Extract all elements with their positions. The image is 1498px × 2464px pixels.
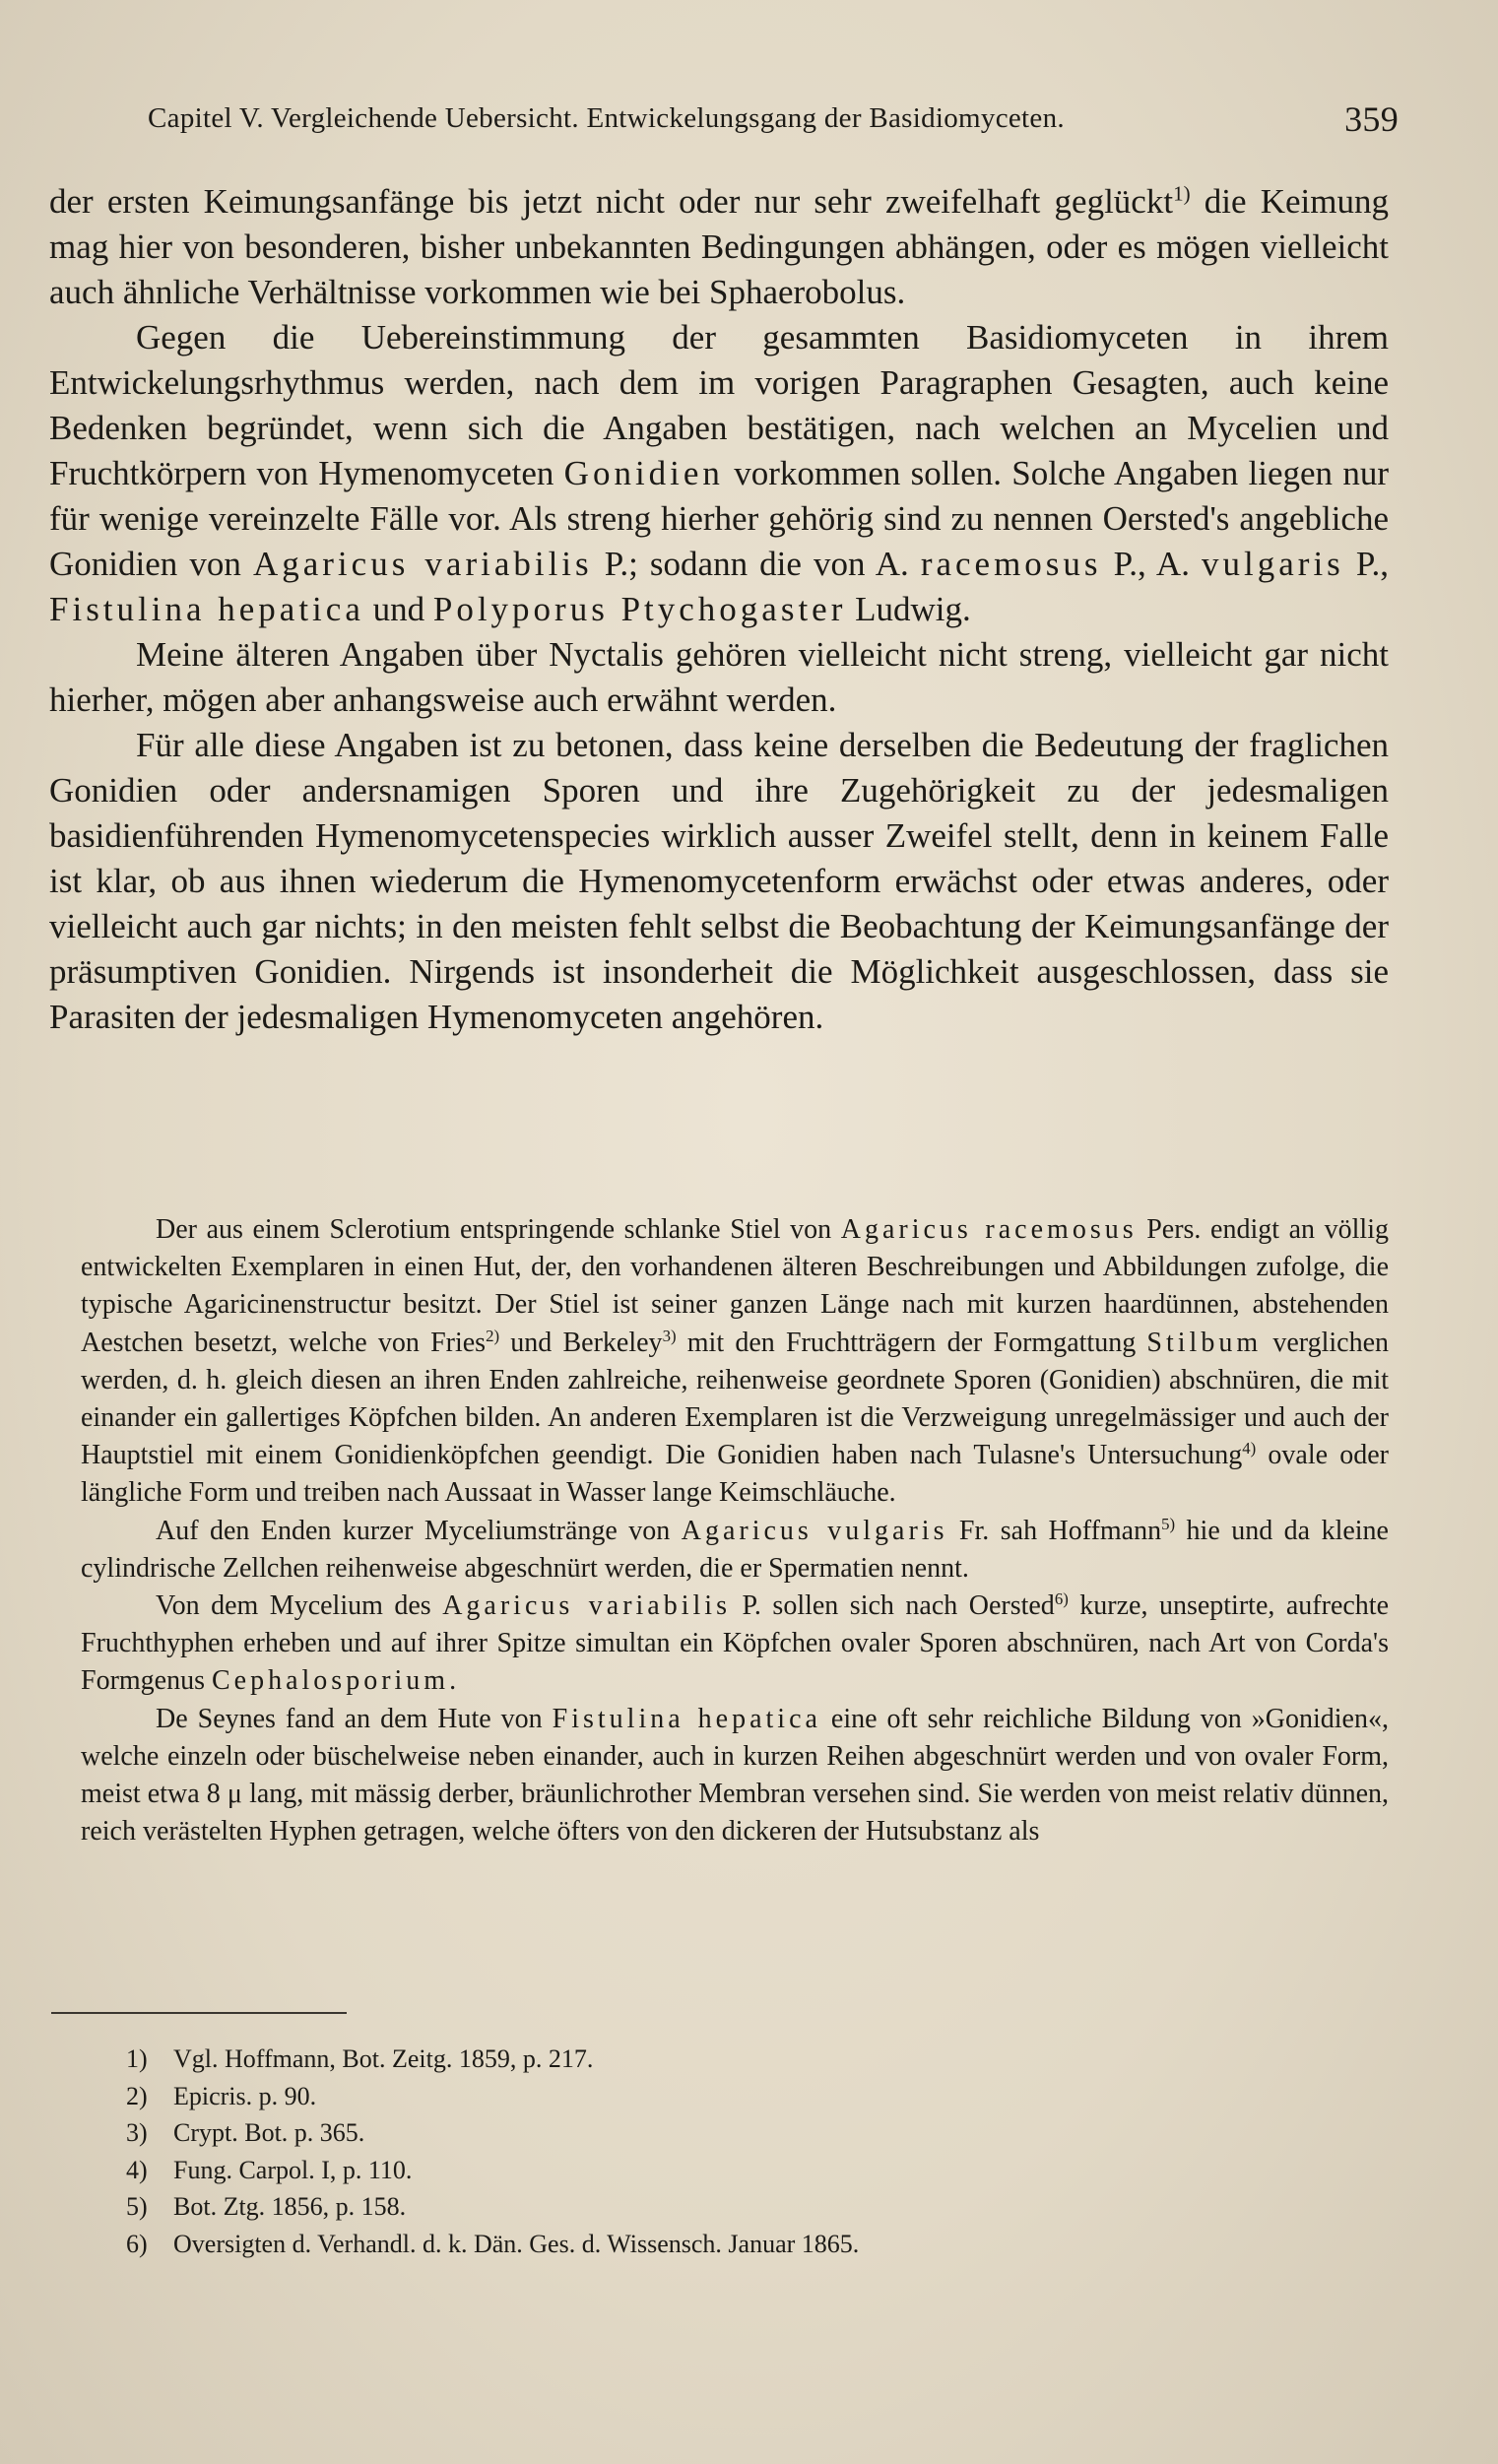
paragraph-1 bbox=[49, 179, 1389, 315]
running-title: Capitel V. Vergleichende Uebersicht. Entwickelungsgang der Basidiomyceten. bbox=[148, 102, 1065, 134]
text-run: . bbox=[449, 1665, 457, 1697]
footnote-number: 4) bbox=[126, 2155, 148, 2184]
text-run: Fr. sah Hoffmann bbox=[947, 1515, 1162, 1546]
paragraph-4: Für alle diese Angaben ist zu betonen, dass keine derselben die Bedeutung der fraglichen Gonidien oder andersnamigen Sporen und ihre Zugehörigkeit zu der jedesmaligen basidienführenden Hymenomycetenspecies wirklich ausser Zweifel stellt, denn in keinem Falle ist klar, ob aus ihnen wiederum die Hymenomycetenform erwächst oder etwas anderes, oder vielleicht auch gar nichts; in den meisten fehlt selbst die Beobachtung der Keimungsanfänge der präsumptiven Gonidien. Nirgends ist insonderheit die Möglichkeit ausgeschlossen, dass sie Parasiten der jedesmaligen Hymenomyceten angehören. bbox=[49, 726, 1389, 1036]
footnote-ref: 3) bbox=[662, 1326, 677, 1345]
footnote-ref: 6) bbox=[1054, 1589, 1069, 1608]
footnote-item bbox=[126, 2041, 1209, 2078]
paragraph-3: Meine älteren Angaben über Nyctalis gehören vielleicht nicht streng, vielleicht gar nicht hierher, mögen aber anhangsweise auch erwähnt werden. bbox=[49, 635, 1389, 719]
footnote-text: Crypt. Bot. p. 365. bbox=[173, 2118, 365, 2147]
species-name: Fistulina hepatica bbox=[552, 1703, 821, 1734]
footnote-number: 6) bbox=[126, 2229, 148, 2258]
footnote-item bbox=[126, 2078, 1209, 2115]
genus-name: Stilbum bbox=[1146, 1327, 1263, 1358]
text-run: P., A. bbox=[1101, 545, 1203, 583]
text-run: P., bbox=[1343, 545, 1389, 583]
text-run: die Keimung mag hier von besonderen, bisher unbekannten Bedingungen abhängen, oder es mögen vielleicht auch ähnliche Verhältnisse vorkommen wie bei Sphaerobolus. bbox=[49, 182, 1389, 311]
species-name: Agaricus racemosus bbox=[840, 1214, 1138, 1245]
main-text bbox=[49, 179, 1389, 1040]
footnote-ref: 2) bbox=[486, 1326, 500, 1345]
genus-name: Cephalosporium bbox=[212, 1665, 450, 1697]
footnote-text: Fung. Carpol. I, p. 110. bbox=[173, 2155, 413, 2184]
text-run: mit den Fruchtträgern der Formgattung bbox=[676, 1327, 1147, 1358]
text-run: Von dem Mycelium des bbox=[156, 1590, 443, 1622]
footnote-number: 5) bbox=[126, 2192, 148, 2221]
footnote-item bbox=[126, 2188, 1209, 2226]
species-name: Agaricus variabilis bbox=[252, 545, 593, 583]
small-print-section bbox=[81, 1211, 1389, 1850]
footnote-item bbox=[126, 2114, 1209, 2152]
text-run: der ersten Keimungsanfänge bis jetzt nicht oder nur sehr zweifelhaft geglückt bbox=[49, 182, 1174, 221]
text-run: P.; sodann die von A. bbox=[592, 545, 921, 583]
footnote-item bbox=[126, 2152, 1209, 2189]
text-run: Pers. endigt an völlig entwickelten Exemplaren in einen Hut, der, den vorhandenen älteren Beschreibungen und Abbildungen zufolge, die typische Agaricinenstructur besitzt. Der Stiel ist seiner ganzen Länge nach mit kurzen haardünnen, abstehenden Aestchen besetzt, welche von Fries bbox=[81, 1214, 1389, 1358]
text-run: ovale oder längliche Form und treiben nach Aussaat in Wasser lange Keimschläuche. bbox=[81, 1440, 1390, 1509]
footnote-number: 3) bbox=[126, 2118, 148, 2147]
text-run: eine oft sehr reichliche Bildung von »Gonidien«, welche einzeln oder büschelweise neben einander, auch in kurzen Reihen abgeschnürt werden und von ovaler Form, meist etwa 8 μ lang, mit mässig derber, bräunlichrother Membran versehen sind. Sie werden von meist relativ dünnen, reich verästelten Hyphen getragen, welche öfters von den dickeren der Hutsubstanz als bbox=[81, 1703, 1389, 1848]
species-name: Agaricus variabilis bbox=[442, 1590, 731, 1622]
footnote-divider bbox=[51, 2012, 347, 2014]
footnote-text: Vgl. Hoffmann, Bot. Zeitg. 1859, p. 217. bbox=[173, 2044, 594, 2073]
text-run: und bbox=[363, 590, 433, 628]
footnote-number: 1) bbox=[126, 2044, 148, 2073]
small-paragraph-1 bbox=[81, 1211, 1389, 1513]
text-run: hie und da kleine cylindrische Zellchen reihenweise abgeschnürt werden, die er Spermatien nennt. bbox=[81, 1515, 1389, 1584]
species-name: racemosus bbox=[920, 545, 1102, 583]
footnote-text: Oversigten d. Verhandl. d. k. Dän. Ges. d. Wissensch. Januar 1865. bbox=[173, 2229, 860, 2258]
species-name: Polyporus Ptychogaster bbox=[432, 590, 847, 628]
footnote-ref: 4) bbox=[1242, 1439, 1257, 1459]
text-run: P. sollen sich nach Oersted bbox=[730, 1590, 1055, 1622]
footnotes bbox=[126, 2041, 1209, 2262]
text-run: kurze, unseptirte, aufrechte Fruchthyphen erheben und auf ihrer Spitze simultan ein Köpfchen ovaler Sporen abschnüren, nach Art von Corda's Formgenus bbox=[81, 1590, 1390, 1697]
text-run: Gegen die Uebereinstimmung der gesammten Basidiomyceten in ihrem Entwickelungsrhythmus werden, nach dem im vorigen Paragraphen Gesagten, auch keine Bedenken begründet, wenn sich die Angaben bestätigen, nach welchen an Mycelien und Fruchtkörpern von Hymenomyceten bbox=[49, 318, 1389, 492]
text-run: Auf den Enden kurzer Myceliumstränge von bbox=[156, 1515, 682, 1546]
small-paragraph-3 bbox=[81, 1588, 1389, 1701]
species-name: Fistulina hepatica bbox=[49, 590, 364, 628]
small-paragraph-2 bbox=[81, 1513, 1389, 1588]
text-run: Der aus einem Sclerotium entspringende schlanke Stiel von bbox=[156, 1214, 841, 1245]
footnote-number: 2) bbox=[126, 2081, 148, 2110]
footnote-ref: 5) bbox=[1161, 1514, 1176, 1533]
paragraph-2 bbox=[49, 315, 1389, 632]
spaced-term: Gonidien bbox=[563, 454, 724, 492]
page-number: 359 bbox=[1344, 99, 1399, 139]
text-run: und Berkeley bbox=[499, 1327, 663, 1358]
footnote-text: Bot. Ztg. 1856, p. 158. bbox=[173, 2192, 407, 2221]
text-run: De Seynes fand an dem Hute von bbox=[156, 1703, 553, 1734]
small-paragraph-4 bbox=[81, 1701, 1389, 1851]
page-header bbox=[148, 98, 1399, 148]
footnote-ref: 1) bbox=[1173, 181, 1191, 206]
text-run: verglichen werden, d. h. gleich diesen an ihren Enden zahlreiche, reihenweise geordnete Sporen (Gonidien) abschnüren, die mit einander ein gallertiges Köpfchen bilden. An anderen Exemplaren ist die Verzweigung unregelmässiger und auch der Hauptstiel mit einem Gonidienköpfchen geendigt. Die Gonidien haben nach Tulasne's Untersuchung bbox=[81, 1327, 1390, 1471]
footnote-item bbox=[126, 2226, 1209, 2263]
species-name: vulgaris bbox=[1202, 545, 1344, 583]
species-name: Agaricus vulgaris bbox=[681, 1515, 948, 1546]
text-run: vorkommen sollen. Solche Angaben liegen nur für wenige vereinzelte Fälle vor. Als streng hierher gehörig sind zu nennen Oersted's angebliche Gonidien von bbox=[49, 454, 1389, 583]
text-run: Ludwig. bbox=[846, 590, 971, 628]
footnote-text: Epicris. p. 90. bbox=[173, 2081, 317, 2110]
